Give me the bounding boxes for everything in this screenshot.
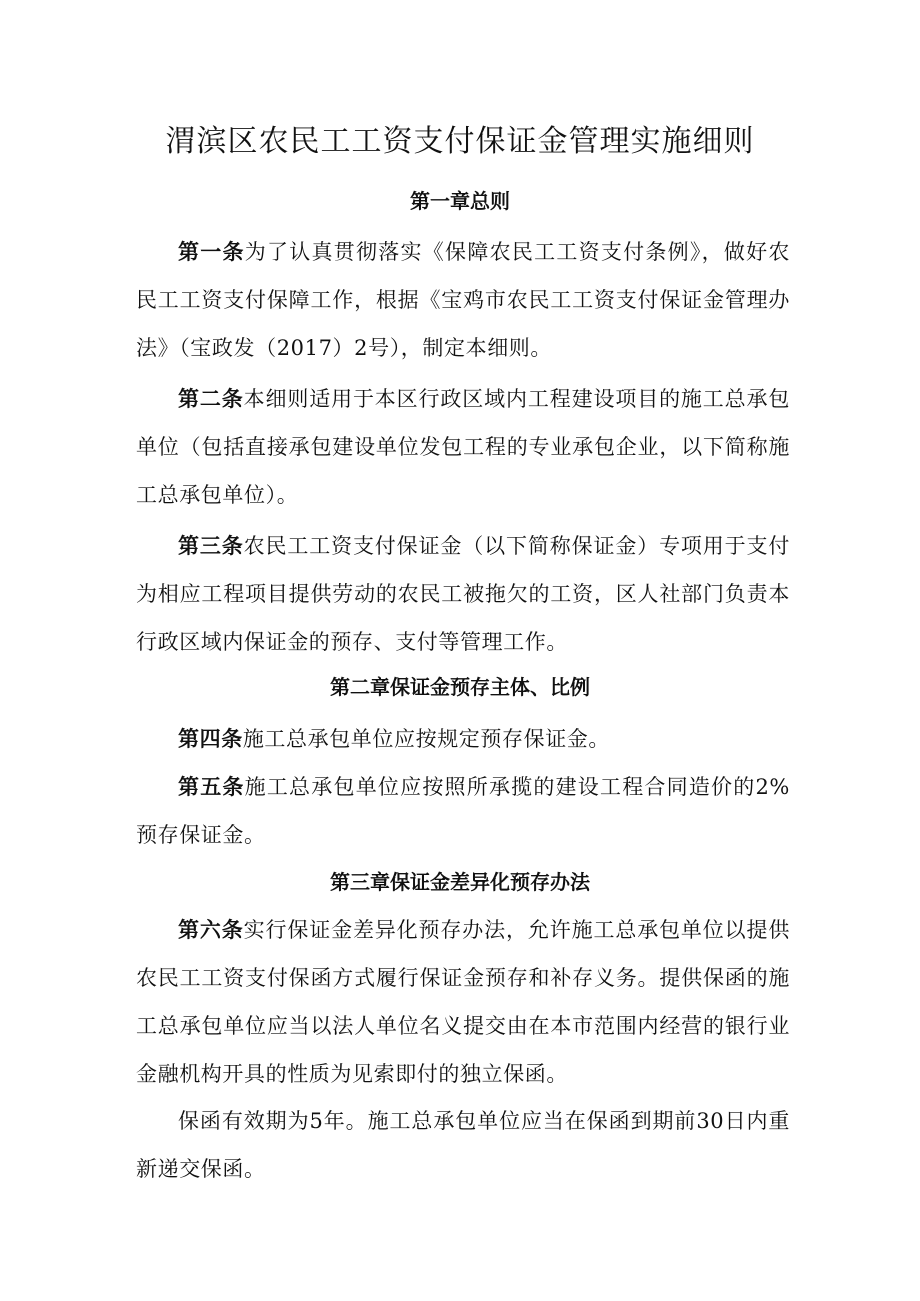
article-3	[136, 522, 790, 666]
article-6-text: 实行保证金差异化预存办法，允许施工总承包单位以提供农民工工资支付保函方式履行保证金预存和补存义务。提供保函的施工总承包单位应当以法人单位名义提交由在本市范围内经营的银行业金融机构开具的性质为见索即付的独立保函。	[136, 918, 790, 1086]
article-1-label: 第一条	[178, 240, 245, 264]
paragraph-guarantee-validity: 保函有效期为5年。施工总承包单位应当在保函到期前30日内重新递交保函。	[136, 1109, 790, 1181]
article-1-text: 为了认真贯彻落实《保障农民工工资支付条例》，做好农民工工资支付保障工作，根据《宝鸡市农民工工资支付保证金管理办法》（宝政发（2017）2号），制定本细则。	[136, 240, 790, 360]
article-5-label: 第五条	[178, 775, 245, 799]
article-4-text: 施工总承包单位应按规定预存保证金。	[242, 727, 611, 751]
article-1	[136, 228, 790, 372]
article-5	[136, 763, 790, 859]
chapter-heading-3: 第三章保证金差异化预存办法	[330, 870, 590, 894]
article-4-label: 第四条	[178, 727, 243, 751]
article-2-text: 本细则适用于本区行政区域内工程建设项目的施工总承包单位（包括直接承包建设单位发包工程的专业承包企业，以下简称施工总承包单位）。	[136, 387, 790, 507]
article-4	[136, 715, 790, 763]
chapter-heading-2: 第二章保证金预存主体、比例	[330, 675, 590, 699]
article-3-label: 第三条	[178, 534, 244, 558]
article-5-text: 施工总承包单位应按照所承揽的建设工程合同造价的2%预存保证金。	[136, 775, 790, 847]
article-6-label: 第六条	[178, 918, 244, 942]
article-2	[136, 375, 790, 519]
article-6	[136, 906, 790, 1098]
document-title: 渭滨区农民工工资支付保证金管理实施细则	[165, 124, 755, 159]
article-2-label: 第二条	[178, 387, 244, 411]
chapter-heading-1: 第一章总则	[410, 189, 510, 213]
article-3-text: 农民工工资支付保证金（以下简称保证金）专项用于支付为相应工程项目提供劳动的农民工被拖欠的工资，区人社部门负责本行政区域内保证金的预存、支付等管理工作。	[136, 534, 790, 654]
